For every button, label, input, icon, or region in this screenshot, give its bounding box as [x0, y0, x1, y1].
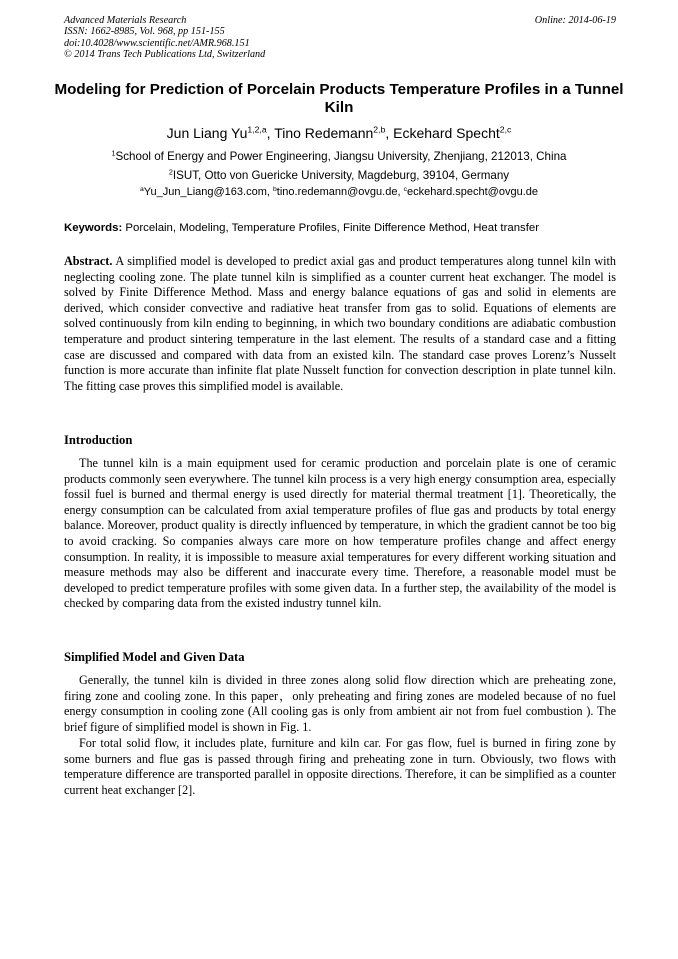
- abstract: [64, 254, 616, 394]
- keywords-text: Porcelain, Modeling, Temperature Profiles, Finite Difference Method, Heat transfer: [125, 222, 540, 234]
- email-separator: ,: [397, 186, 404, 198]
- email-separator: ,: [266, 186, 273, 198]
- email-address[interactable]: Yu_Jun_Liang@163.com: [143, 186, 267, 198]
- copyright-line: © 2014 Trans Tech Publications Ltd, Switzerland: [64, 49, 266, 61]
- author-separator: ,: [385, 125, 394, 141]
- introduction-paragraph: The tunnel kiln is a main equipment used for ceramic production and porcelain plate is one of ceramic products commonly seen everywhere. The tunnel kiln process is a very high energy consumption area, especially fossil fuel is burned and thermal energy is used directly for material thermal treatment [1]. Theoretically, the energy consumption can be calculated from axial temperature profiles of flue gas and products by total energy balance. Moreover, product quality is directly influenced by temperature, in which the gradient cannot be too big to avoid cracking. So companies always care more on how temperature profiles change and affect energy consumption. In reality, it is impossible to measure axial temperatures for every different working situation and measure methods may also be different and inaccurate every time. Therefore, a reasonable model must be developed to predict temperature profiles with some given data. In a further step, the availability of the model is checked by comparing data from the existed industry tunnel kiln.: [64, 456, 616, 611]
- author-affiliation-mark: 1,2,a: [247, 124, 267, 135]
- email-list: [40, 185, 638, 199]
- affiliation-mark: 1: [111, 148, 116, 158]
- keywords: [64, 221, 616, 235]
- simplified-model-heading: Simplified Model and Given Data: [64, 650, 245, 664]
- paper-title: Modeling for Prediction of Porcelain Products Temperature Profiles in a Tunnel Kiln: [54, 81, 624, 116]
- author-affiliation-mark: 2,b: [373, 124, 386, 135]
- author-list: [40, 124, 638, 142]
- author-name: Jun Liang Yu: [166, 125, 248, 141]
- affiliation-2: [40, 169, 638, 183]
- email-address[interactable]: eckehard.specht@ovgu.de: [406, 186, 538, 198]
- issn-line: ISSN: 1662-8985, Vol. 968, pp 151-155: [64, 26, 225, 38]
- affiliation-mark: 2: [168, 167, 173, 177]
- author-affiliation-mark: 2,c: [499, 124, 512, 135]
- email-mark: a: [139, 185, 144, 193]
- simplified-model-paragraph-1: Generally, the tunnel kiln is divided in three zones along solid flow direction which are preheating zone, firing zone and cooling zone. In this paper，only preheating and firing zones are modeled because of no fuel energy consumption in cooling zone (All cooling gas is only from ambient air not from fuel combustion ). The brief figure of simplified model is shown in Fig. 1.: [64, 673, 616, 734]
- affiliation-text: School of Energy and Power Engineering, Jiangsu University, Zhenjiang, 212013, China: [115, 150, 567, 163]
- online-date: Online: 2014-06-19: [534, 15, 616, 26]
- doi-line: doi:10.4028/www.scientific.net/AMR.968.151: [64, 37, 250, 49]
- affiliation-text: ISUT, Otto von Guericke University, Magdeburg, 39104, Germany: [172, 169, 510, 182]
- simplified-model-paragraph-2: For total solid flow, it includes plate, furniture and kiln car. For gas flow, fuel is burned in firing zone by some burners and flue gas is passed through firing and preheating zone in turn. Obviously, two flows with temperature difference are transported parallel in opposite directions. Therefore, it can be simplified as a counter current heat exchanger [2].: [64, 736, 616, 797]
- abstract-text: A simplified model is developed to predict axial gas and product temperatures along tunnel kiln with neglecting cooling zone. The plate tunnel kiln is simplified as a counter current heat exchanger. The model is solved by Finite Difference Method. Mass and energy balance equations of gas and solid in elements are derived, which consider convective and radiative heat transfer from gas to solid. Equations of elements are solved continuously from kiln ending to beginning, in which two boundary conditions are adiabatic combustion temperature and product sintering temperature in the last element. The results of a standard case and a fitting case are discussed and compared with data from an existed kiln. The standard case proves Lorenz’s Nusselt function is more accurate than infinite flat plate Nusselt function for convection description in plate tunnel kiln. The fitting case proves this simplified model is available.: [64, 254, 617, 393]
- journal-header: [64, 15, 616, 61]
- affiliation-1: [40, 150, 638, 164]
- author-name: Eckehard Specht: [393, 125, 500, 141]
- email-mark: b: [273, 185, 277, 193]
- email-mark: c: [403, 185, 407, 193]
- author-separator: ,: [266, 125, 275, 141]
- introduction-heading: Introduction: [64, 433, 133, 447]
- email-address[interactable]: tino.redemann@ovgu.de: [276, 186, 398, 198]
- author-name: Tino Redemann: [274, 125, 374, 141]
- abstract-label: Abstract.: [64, 254, 113, 268]
- journal-name: Advanced Materials Research: [64, 15, 187, 26]
- keywords-label: Keywords:: [64, 222, 123, 234]
